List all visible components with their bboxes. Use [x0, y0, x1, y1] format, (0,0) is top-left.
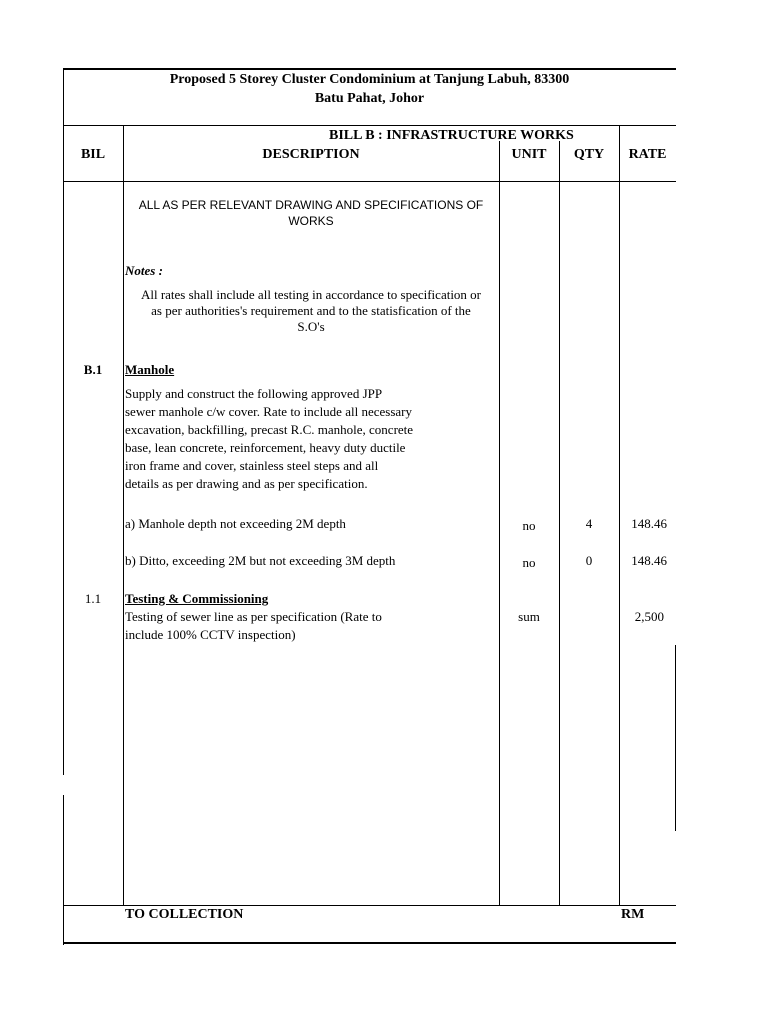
bill-title: BILL B : INFRASTRUCTURE WORKS — [329, 128, 574, 143]
testing-heading: Testing & Commissioning — [125, 591, 269, 606]
bil-1-1: 1.1 — [84, 591, 102, 606]
to-collection-label: TO COLLECTION — [125, 907, 244, 922]
project-title-line2: Batu Pahat, Johor — [314, 91, 425, 106]
notes-text: All rates shall include all testing in accordance to specification or as per authorities's requirement and to the statisfication of the S.O's — [140, 287, 482, 334]
right-border-fragment — [675, 645, 676, 831]
top-border — [63, 68, 676, 70]
currency-label: RM — [621, 907, 645, 922]
testing-unit: sum — [518, 609, 540, 624]
testing-description: Testing of sewer line as per specification (Rate to include 100% CCTV inspection) — [125, 609, 382, 642]
notes-heading: Notes : — [125, 263, 163, 278]
header-divider — [63, 125, 676, 126]
col-header-unit: UNIT — [511, 147, 547, 162]
item-b-description: b) Ditto, exceeding 2M but not exceeding 3M depth — [125, 553, 396, 568]
general-note: ALL AS PER RELEVANT DRAWING AND SPECIFICATIONS OF WORKS — [138, 198, 484, 228]
item-a-unit: no — [522, 518, 536, 533]
item-a-rate: 148.46 — [631, 516, 667, 531]
col-divider-bil — [123, 125, 124, 905]
item-a-qty: 4 — [585, 516, 593, 531]
col-header-bil: BIL — [80, 147, 106, 162]
left-border-body — [63, 181, 64, 775]
manhole-heading: Manhole — [125, 362, 175, 377]
item-b-rate: 148.46 — [631, 553, 667, 568]
item-b-qty: 0 — [585, 553, 593, 568]
item-b-unit: no — [522, 555, 536, 570]
project-title-line1: Proposed 5 Storey Cluster Condominium at Tanjung Labuh, 83300 — [169, 72, 570, 87]
col-header-description: DESCRIPTION — [262, 147, 360, 162]
bottom-border — [63, 942, 676, 944]
testing-rate: 2,500 — [634, 609, 664, 624]
col-header-qty: QTY — [573, 147, 605, 162]
left-border-bottom — [63, 795, 64, 945]
column-header-bottom — [63, 181, 676, 182]
col-header-rate: RATE — [628, 147, 667, 162]
manhole-description: Supply and construct the following approved JPP sewer manhole c/w cover. Rate to include all necessary excavation, backfilling, precast R.C. manhole, concrete base, lean concrete, reinforcement, heavy duty ductile iron frame and cover, stainless steel steps and all details as per drawing and as per specification. — [125, 386, 414, 491]
item-a-description: a) Manhole depth not exceeding 2M depth — [125, 516, 346, 531]
bil-b1: B.1 — [83, 362, 103, 377]
